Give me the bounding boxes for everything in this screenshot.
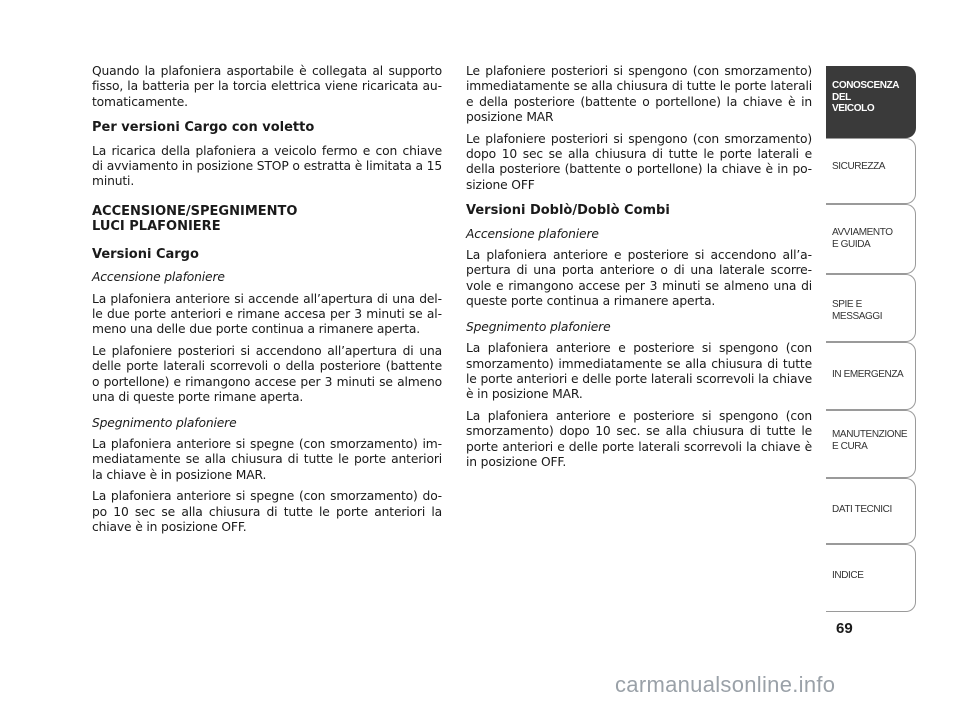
tab-indice[interactable] [826,544,916,612]
chapter-tabs [826,66,916,612]
tab-sicurezza[interactable] [826,138,916,204]
tab-label: SICUREZZA [832,161,886,172]
tab-conoscenza-del-veicolo[interactable] [826,66,916,138]
tab-in-emergenza[interactable] [826,342,916,410]
subheading: Versioni Doblò/Doblò Combi [466,203,670,219]
page-number: 69 [836,620,853,637]
italic-heading: Accensione plafoniere [92,270,225,285]
paragraph: La plafoniera anteriore e posteriore si spengono (con smorzamento) immediatamente se alla chiusura di tutte le porte anteriori e delle porte laterali scorrevoli la chiave è in posizione MAR. [466,341,812,402]
left-column [92,64,442,541]
tab-manutenzione-e-cura[interactable] [826,410,916,478]
tab-label: INDICE [832,570,864,581]
paragraph: Le plafoniere posteriori si accendono all’apertura di una delle porte laterali scorrevoli o della posteriore (battente o portellone) e rimangono accese per 3 minuti se almeno una di queste porte rimane aperta. [92,343,442,405]
paragraph: La plafoniera anteriore si spegne (con smorzamento) dopo 10 sec se alla chiusura di tutte le porte anteriori la chiave è in posizione OFF. [92,489,442,534]
italic-heading: Spegnimento plafoniere [92,415,237,430]
section-title [92,204,442,235]
paragraph: Le plafoniere posteriori si spengono (con smorzamento) dopo 10 sec se alla chiusura di tutte le porte laterali e della posteriore (battente o portellone) la chiave è in posizione OFF [466,131,812,192]
italic-heading: Accensione plafoniere [466,226,599,241]
tab-spie-e-messaggi[interactable] [826,274,916,342]
tab-avviamento-e-guida[interactable] [826,204,916,274]
tab-label: SPIE E MESSAGGI [832,299,883,322]
italic-heading: Spegnimento plafoniere [466,319,611,334]
section-title-line-2: LUCI PLAFONIERE [92,219,221,235]
paragraph: La plafoniera anteriore e posteriore si spengono (con smorzamento) dopo 10 sec. se alla chiusura di tutte le porte anteriori e delle porte laterali scorrevoli la chiave è in posizione OFF. [466,408,812,469]
tab-dati-tecnici[interactable] [826,478,916,544]
tab-label: AVVIAMENTO E GUIDA [832,227,893,250]
tab-label: MANUTENZIONE E CURA [832,429,908,452]
section-title-line-1: ACCENSIONE/SPEGNIMENTO [92,203,298,219]
paragraph: La plafoniera anteriore si spegne (con smorzamento) immediatamente se alla chiusura di tutte le porte anteriori la chiave è in posizione MAR. [92,436,442,482]
paragraph: La ricarica della plafoniera a veicolo fermo e con chiave di avviamento in posizione STOP o estratta è limitata a 15 minuti. [92,143,442,189]
watermark: carmanualsonline.info [615,672,836,697]
subheading: Versioni Cargo [92,246,199,262]
tab-label: IN EMERGENZA [832,369,904,380]
paragraph: Le plafoniere posteriori si spengono (con smorzamento) immediatamente se alla chiusura di tutte le porte laterali e della posteriore (battente o portellone) la chiave è in posizione MAR [466,64,812,125]
paragraph: Quando la plafoniera asportabile è collegata al supporto fisso, la batteria per la torcia elettrica viene ricaricata automaticamente. [92,64,442,109]
right-column [466,64,812,476]
tab-label: CONOSCENZA DEL VEICOLO [832,80,900,114]
paragraph: La plafoniera anteriore si accende all’apertura di una delle due porte anteriori e rimane accesa per 3 minuti se almeno una delle due porte continua a rimanere aperta. [92,291,442,337]
subheading: Per versioni Cargo con voletto [92,120,315,136]
tab-label: DATI TECNICI [832,504,892,515]
paragraph: La plafoniera anteriore e posteriore si accendono all’apertura di una porta anteriore o di una laterale scorrevole e rimangono accese per 3 minuti se almeno una di queste porte continua a rimanere aperta. [466,248,812,309]
